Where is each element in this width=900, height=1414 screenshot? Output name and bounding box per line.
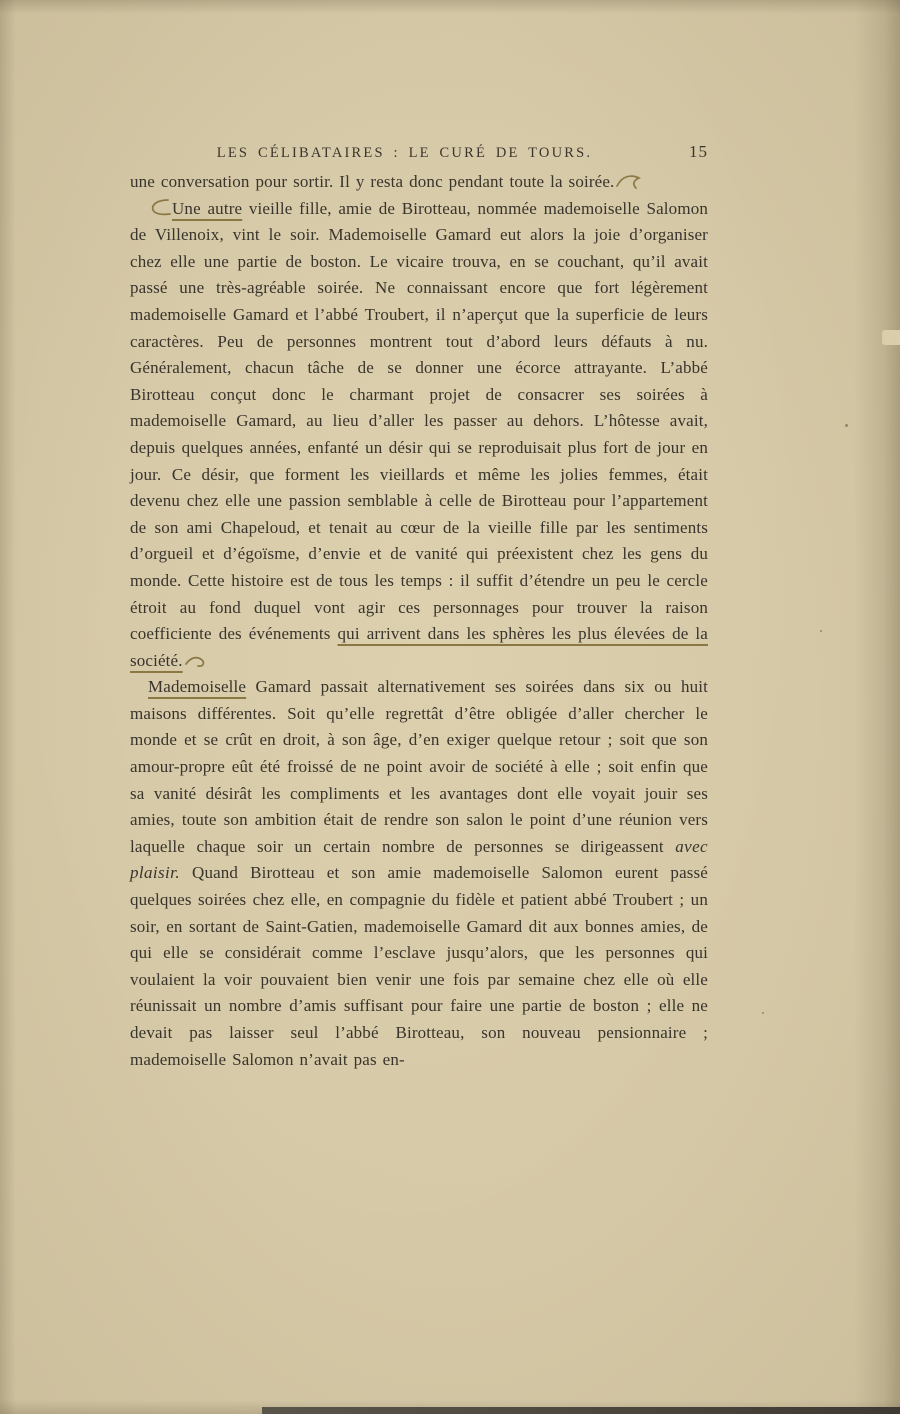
page-header — [130, 142, 708, 162]
page-number: 15 — [689, 142, 708, 161]
ink-speck — [762, 1012, 764, 1014]
pencil-underlined-text: Une autre — [172, 198, 243, 218]
paper-blemish — [882, 330, 900, 345]
paragraph-text: Quand Birotteau et son amie mademoiselle Salomon eurent passé quelques soirées chez elle, en compagnie du fidèle et patient abbé Troubert ; un soir, en sortant de Saint-Gatien, mademoiselle Gamard dit aux bonnes amies, de qui elle se considérait comme l’esclave jusqu’alors, que les personnes qui voulaient la voir pouvaient bien venir une fois par semaine chez elle où elle réunissait un nombre d’amis suffisant pour faire une partie de boston ; elle ne devait pas laisser seul l’abbé Birotteau, son nouveau pensionnaire ; mademoiselle Salomon n’avait pas en- — [130, 863, 708, 1069]
pencil-underlined-text: qui arrivent dans les sphères les plus élevées de la société. — [130, 624, 708, 670]
paragraph-continuation — [130, 169, 708, 196]
paragraph-text: une conversation pour sortir. Il y resta donc pendant toute la soirée. — [130, 172, 615, 191]
scan-edge-shadow-top — [0, 0, 900, 14]
paragraph — [130, 196, 708, 675]
pencil-flourish-icon — [615, 173, 643, 190]
ink-speck — [845, 424, 848, 427]
paragraph — [130, 674, 708, 1073]
pencil-open-mark-icon — [149, 198, 171, 217]
scan-edge-shadow-left — [0, 0, 16, 1414]
scan-edge-shadow-right — [854, 0, 900, 1414]
running-title: LES CÉLIBATAIRES : LE CURÉ DE TOURS. — [216, 145, 593, 161]
paragraph-text: vieille fille, amie de Birotteau, nommée mademoiselle Salomon de Villenoix, vint le soir. Mademoiselle Gamard eut alors la joie d’organiser chez elle une partie de boston. Le vicaire trouva, en se couchant, qu’il avait passé une très-agréable soirée. Ne connaissant encore que fort légèrement mademoiselle Gamard et l’abbé Troubert, il n’aperçut que la superficie de leurs caractères. Peu de personnes montrent tout d’abord leurs défauts à nu. Généralement, chacun tâche de se donner une écorce attrayante. L’abbé Birotteau conçut donc le charmant projet de consacrer ses soirées à mademoiselle Gamard, au lieu d’aller les passer au dehors. L’hôtesse avait, depuis quelques années, enfanté un désir qui se reproduisait plus fort de jour en jour. Ce désir, que forment les vieillards et même les jolies femmes, était devenu chez elle une passion semblable à celle de Birotteau pour l’appartement de son ami Chapeloud, et tenait au cœur de la vieille fille par les sentiments d’orgueil et d’égoïsme, d’envie et de vanité qui préexistent chez les gens du monde. Cette histoire est de tous les temps : il suffit d’étendre un peu le cercle étroit au fond duquel vont agir ces personnages pour trouver la raison coefficiente des événements — [130, 198, 708, 644]
pencil-close-mark-icon — [184, 654, 208, 669]
body-text — [130, 169, 708, 1073]
italic-phrase: avec plaisir. — [130, 836, 708, 883]
ink-speck — [820, 630, 822, 632]
pencil-underlined-text: Mademoiselle — [148, 677, 247, 697]
scanner-bed-strip — [262, 1407, 900, 1414]
paragraph-text: Gamard passait alternativement ses soirées dans six ou huit maisons différentes. Soit qu’elle regrettât d’être obligée d’aller chercher le monde et se crût en droit, à son âge, d’en exiger quelque retour ; soit que son amour-propre eût été froissé de ne point avoir de société à elle ; soit enfin que sa vanité désirât les compliments et les avantages dont elle voyait jouir ses amies, toute son ambition était de rendre son salon le point d’une réunion vers laquelle chaque soir un certain nombre de personnes se dirigeassent — [130, 677, 708, 856]
